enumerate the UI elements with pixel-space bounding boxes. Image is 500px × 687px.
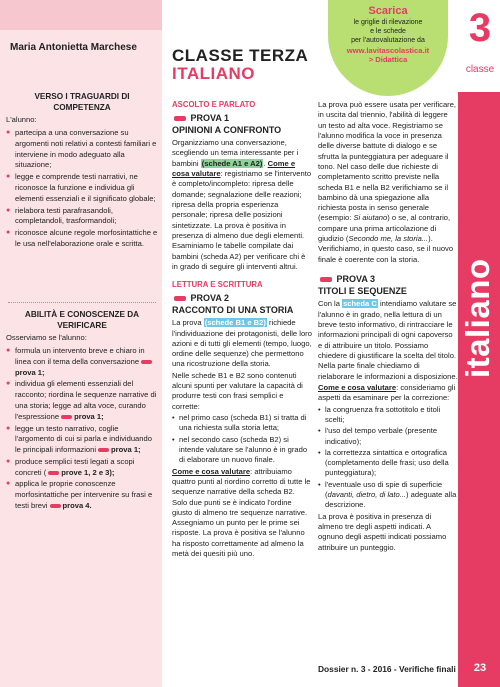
abilita-item: ● applica le proprie conoscenze morfosintattiche per intervenire su frasi e testi brevi prova 4. (6, 479, 158, 511)
paragraph: La prova (schede B1 e B2) richiede l'individuazione dei protagonisti, delle loro azioni e di tutti gli elementi (tempo, luogo, ordine delle sequenze) che permettono una ricostruzione della storia. (172, 318, 312, 369)
bullet-item: • l'eventuale uso di spie di superficie (davanti, dietro, di lato...) adeguate alla descrizione. (318, 480, 458, 511)
traguardi-item: ● riconosce alcune regole morfosintattiche e le usa nell'elaborazione orale e scritta. (6, 228, 158, 250)
paragraph: Con la scheda C intendiamo valutare se l'alunno è in grado, nella lettura di un breve testo informativo, di rintracciare le informazioni principali di ogni capoverso e di attribuire un titolo. Possiamo chiedere di giustificare la scelta del titolo. Nella parte finale chiediamo di rielaborare le informazioni a disposizione. (318, 299, 458, 381)
pencil-icon (320, 277, 332, 282)
traguardi-list (6, 128, 158, 250)
banner-line: le griglie di rilevazione (353, 19, 423, 27)
banner-line: e le schede (370, 28, 406, 36)
abilita-heading: ABILITÀ E CONOSCENZE DA VERIFICARE (24, 310, 140, 330)
pencil-icon (50, 504, 61, 508)
sidebar-divider (8, 302, 156, 303)
bullet-item: • la correttezza sintattica e ortografica (completamento delle frasi; uso della punteggiatura); (318, 448, 458, 479)
traguardi-intro: L'alunno: (6, 115, 37, 125)
banner-url-link[interactable]: www.lavitascolastica.it (346, 45, 430, 55)
scheda-badge: (schede B1 e B2) (204, 318, 266, 328)
bullet-item: • l'uso del tempo verbale (presente indicativo); (318, 426, 458, 447)
column-left (172, 100, 312, 560)
abilita-intro: Osserviamo se l'alunno: (6, 333, 87, 343)
abilita-box (6, 310, 158, 513)
author-name: Maria Antonietta Marchese (10, 42, 137, 53)
pencil-icon (174, 116, 186, 121)
class-number: 3 (468, 6, 492, 50)
paragraph: La prova è positiva in presenza di almeno tre degli aspetti indicati. A ognuno degli aspetti indicati possiamo attribuire un punteggio. (318, 511, 447, 552)
paragraph: La prova può essere usata per verificare, in uscita dal triennio, l'abilità di leggere un testo ad alta voce. Registriamo se l'alunno modifica la voce in presenza delle diverse battute di dialogo e se sfrutta la punteggiatura per adeguare il tono. Nel caso delle due richieste di completamento scritto previste nella scheda B1 e nella B2 verifichiamo se il bambino dà una spiegazione alla richiesta posta in senso generale (esempio: Si aiutano) o se, al contrario, compare una prima articolazione di giudizio (Secondo me, la storia...). Verifichiamo, in questo caso, se il nuovo finale è coerente con la storia. (318, 100, 457, 264)
traguardi-item: ● partecipa a una conversazione su argomenti noti relativi a contesti familiari e interviene in modo adeguato alla situazione; (6, 128, 158, 171)
scheda-badge: scheda C (343, 299, 377, 309)
abilita-item: ● individua gli elementi essenziali del racconto; riordina le sequenze narrative di una storia; legge ad alta voce, curando l'espressione prova 1; (6, 379, 158, 422)
paragraph: Organizziamo una conversazione, scegliendo un tema interessante per i bambini (schede A1 e A2). Come e cosa valutare: registriamo se l'intervento è completo/incompleto: ripresa delle domande; segnalazione delle reazioni; ripresa della propria esperienza personale; ripresa delle posizioni sintetizzate. La prova è positiva in presenza di almeno due degli elementi. Esaminiamo le tabelle compilate dai bambini (scheda A2) per verificare chi è in grado di seguire gli interventi altrui. (172, 138, 312, 271)
class-label: classe (465, 64, 495, 75)
paragraph: Come e cosa valutare: attribuiamo quattro punti al riordino corretto di tutte le sequenze narrative della scheda B2. Solo due punti se è indicato l'ordine giusto di almeno tre sequenze narrative. Assegniamo un punto per le prime sei risposte. La prova è positiva se l'alunno ha risposto correttamente ad almeno la metà dei quesiti più uno. (172, 466, 311, 559)
sidebar-top-band (0, 0, 162, 30)
traguardi-box (6, 92, 158, 251)
subject-label-vertical: italiano (459, 258, 496, 378)
traguardi-item: ● rielabora testi parafrasandoli, completandoli, trasformandoli; (6, 206, 158, 228)
pencil-icon (48, 471, 59, 475)
prova-label: PROVA 1 (172, 112, 312, 124)
column-right (318, 100, 458, 554)
prova-title: OPINIONI A CONFRONTO (172, 124, 282, 135)
banner-line: per l'autovalutazione da (351, 37, 425, 45)
bullet-item: • nel secondo caso (scheda B2) si intende valutare se l'alunno è in grado di elaborare un nuovo finale. (172, 435, 312, 466)
pencil-icon (61, 415, 72, 419)
page-number: 23 (473, 662, 487, 674)
download-banner[interactable] (328, 0, 448, 96)
section-heading: ASCOLTO E PARLATO (172, 100, 256, 109)
traguardi-item: ● legge e comprende testi narrativi, ne riconosce la funzione e individua gli elementi essenziali e il significato globale; (6, 172, 158, 204)
bullet-item: • nel primo caso (scheda B1) si tratta di una richiesta sulla storia letta; (172, 413, 312, 434)
traguardi-heading: VERSO I TRAGUARDI DI COMPETENZA (34, 92, 130, 112)
abilita-list (6, 346, 158, 512)
paragraph: Come e cosa valutare: consideriamo gli aspetti da esaminare per la correzione: (318, 382, 456, 403)
page-subtitle: ITALIANO (172, 64, 256, 83)
prova-title: TITOLI E SEQUENZE (318, 286, 407, 297)
banner-didattica-link[interactable]: > Didattica (368, 55, 408, 65)
abilita-item: ● produce semplici testi legati a scopi concreti ( prove 1, 2 e 3); (6, 457, 158, 479)
bullet-item: • la congruenza fra sottotitolo e titoli scelti; (318, 405, 458, 426)
footer-text: Dossier n. 3 - 2016 - Verifiche finali (318, 664, 456, 674)
paragraph: Nelle schede B1 e B2 sono contenuti alcuni spunti per valutare la capacità di produrre testi con frasi semplici e corrette: (172, 370, 303, 411)
prova-label: PROVA 2 (172, 292, 312, 304)
pencil-icon (174, 296, 186, 301)
scheda-badge: (schede A1 e A2) (201, 158, 263, 168)
abilita-item: ● legge un testo narrativo, coglie l'argomento di cui si parla e individuando le principali informazioni prova 1; (6, 424, 158, 456)
prova-title: RACCONTO DI UNA STORIA (172, 304, 294, 315)
pencil-icon (98, 448, 109, 452)
section-heading: LETTURA E SCRITTURA (172, 280, 263, 290)
prova-label: PROVA 3 (318, 273, 458, 285)
pencil-icon (141, 360, 152, 364)
page-title: CLASSE TERZA (172, 46, 309, 65)
banner-scarica: Scarica (368, 5, 408, 17)
abilita-item: ● formula un intervento breve e chiaro in linea con il tema della conversazioneprova 1; (6, 346, 158, 378)
